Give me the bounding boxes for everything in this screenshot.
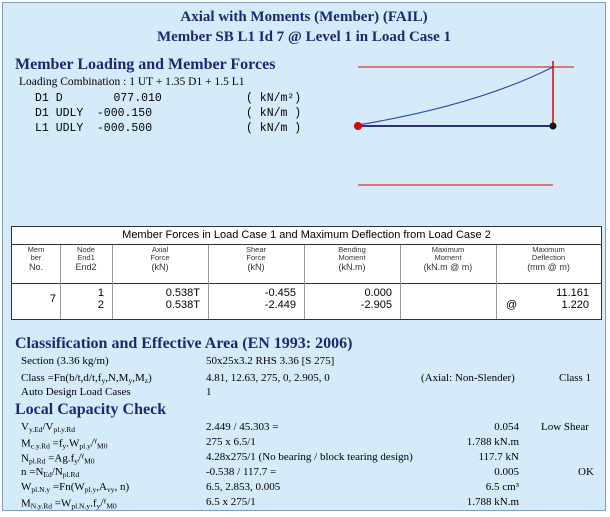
- row-value: -0.538 / 117.7 =: [206, 466, 277, 478]
- node-end2: 2: [97, 299, 104, 311]
- page-subtitle: Member SB L1 Id 7 @ Level 1 in Load Case 1: [156, 29, 452, 45]
- load-unit: ( kN/m²): [246, 92, 302, 105]
- member-diagram: [338, 55, 578, 195]
- page-title: Axial with Moments (Member) (FAIL): [180, 9, 428, 25]
- axial-end1: 0.538T: [165, 287, 200, 299]
- row-value: 275 x 6.5/1: [206, 436, 256, 448]
- member-forces-table: [11, 226, 602, 320]
- deflection-at-symbol: @: [506, 299, 518, 311]
- load-value: -000.150: [90, 107, 153, 120]
- col-header-axial: Axial Force (kN): [150, 245, 170, 272]
- load-value: 077.010: [79, 92, 162, 105]
- moment-end2: -2.905: [360, 299, 392, 311]
- section-title-classification: Classification and Effective Area (EN 1993: 2006): [15, 335, 353, 352]
- table-caption: Member Forces in Load Case 1 and Maximum Deflection from Load Case 2: [12, 227, 601, 245]
- row-label: $N_{pl.Rd} =Ag.f_y/^\gamma_{M0}$: [21, 451, 95, 466]
- row-result: 1.788 kN.m: [466, 496, 519, 508]
- deflection-value: 11.161: [556, 287, 589, 299]
- section-title-capacity: Local Capacity Check: [15, 401, 167, 418]
- row-label: $W_{pl.N.y} =Fn(W_{pl.y},A_{vy}$, n): [21, 481, 130, 494]
- row-value: 50x25x3.2 RHS 3.36 [S 275]: [206, 355, 335, 367]
- node-end2-icon: [550, 123, 557, 130]
- row-result: 6.5 cm³: [485, 481, 519, 493]
- load-value: -000.500: [90, 122, 153, 135]
- axial-classification: (Axial: Non-Slender): [421, 372, 515, 384]
- col-header-max-moment: Maximum Moment (kN.m @ m): [423, 245, 473, 272]
- row-label: $M_{N.y.Rd} =W_{pl.N.y}.f_y/^\gamma_{M0}$: [21, 496, 117, 511]
- row-label: Auto Design Load Cases: [21, 386, 131, 398]
- load-code: D1 UDLY: [35, 107, 84, 120]
- row-label: $n =N_{Ed}/N_{pl.Rd}$: [21, 466, 80, 479]
- axial-end2: 0.538T: [165, 299, 200, 311]
- row-label: $V_{y.Ed}/V_{pl.y.Rd}$: [21, 421, 76, 434]
- row-value: 6.5, 2.853, 0.005: [206, 481, 281, 493]
- load-unit: ( kN/m ): [246, 107, 302, 120]
- deflected-shape: [358, 67, 553, 125]
- row-note: Low Shear: [541, 421, 589, 433]
- row-result: 117.7 kN: [478, 451, 519, 463]
- col-header-member: Mem ber No.: [27, 245, 45, 272]
- deflection-position: 1.220: [561, 299, 589, 311]
- status-badge: OK: [578, 466, 594, 478]
- col-header-shear: Shear Force (kN): [245, 245, 266, 272]
- col-header-max-deflection: Maximum Deflection (mm @ m): [527, 245, 570, 272]
- results-panel: [2, 2, 606, 511]
- load-code: D1 D: [35, 92, 63, 105]
- row-result: 0.054: [494, 421, 519, 433]
- row-label: $M_{c.y.Rd} =f_y.W_{pl.y}/^\gamma_{M0}$: [21, 436, 108, 451]
- node-end1: 1: [97, 287, 104, 299]
- section-title-loading: Member Loading and Member Forces: [15, 56, 276, 73]
- shear-end1: -0.455: [264, 287, 296, 299]
- col-header-moment: Bending Moment (kN.m): [338, 245, 366, 272]
- row-value: 4.28x275/1 (No bearing / block tearing design): [206, 451, 413, 463]
- row-label: Section (3.36 kg/m): [21, 355, 109, 367]
- member-number: 7: [49, 293, 56, 305]
- moment-end1: 0.000: [364, 287, 392, 299]
- load-code: L1 UDLY: [35, 122, 84, 135]
- loading-combination: Loading Combination : 1 UT + 1.35 D1 + 1.5 L1: [19, 76, 245, 88]
- row-value: 2.449 / 45.303 =: [206, 421, 279, 433]
- class-result: Class 1: [559, 372, 592, 384]
- row-result: 1.788 kN.m: [466, 436, 519, 448]
- shear-end2: -2.449: [264, 299, 296, 311]
- load-unit: ( kN/m ): [246, 122, 302, 135]
- header-divider: [12, 283, 601, 284]
- row-label: Class $=Fn(b/t,d/t,f_y,N,M_y,M_z)$: [21, 372, 152, 385]
- row-value: 1: [206, 386, 212, 398]
- row-value: 4.81, 12.63, 275, 0, 2.905, 0: [206, 372, 330, 384]
- col-header-node: Node End1 End2: [75, 245, 97, 272]
- row-result: 0.005: [494, 466, 519, 478]
- row-value: 6.5 x 275/1: [206, 496, 256, 508]
- node-end1-icon: [354, 122, 362, 130]
